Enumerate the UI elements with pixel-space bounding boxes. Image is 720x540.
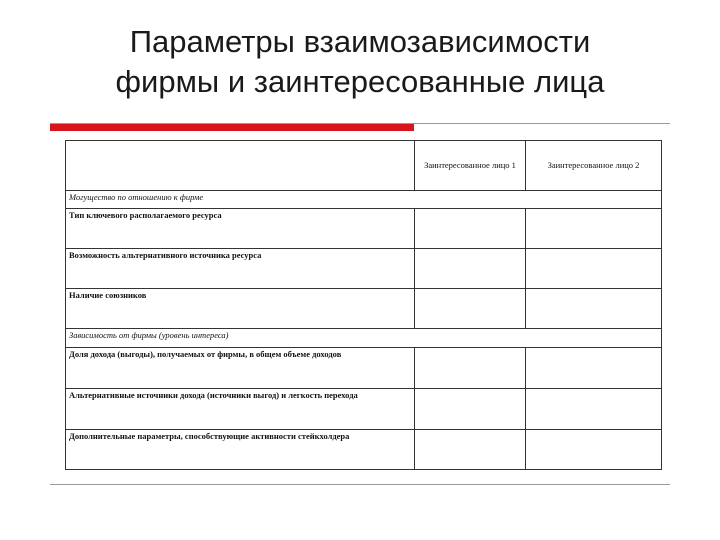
cell-stakeholder-2 (526, 289, 662, 329)
table-row (66, 209, 662, 249)
table-row (66, 289, 662, 329)
cell-stakeholder-1 (415, 289, 526, 329)
cell-stakeholder-2 (526, 249, 662, 289)
section-label-dependence: Зависимость от фирмы (уровень интереса) (66, 329, 662, 348)
cell-stakeholder-2 (526, 389, 662, 430)
section-row (66, 329, 662, 348)
row-label: Наличие союзников (66, 289, 415, 329)
slide-title-line-1: Параметры взаимозависимости (129, 24, 591, 59)
cell-stakeholder-2 (526, 209, 662, 249)
cell-stakeholder-1 (415, 209, 526, 249)
table-row (66, 249, 662, 289)
row-label: Возможность альтернативного источника ресурса (66, 249, 415, 289)
stakeholder-table (65, 140, 662, 470)
cell-stakeholder-1 (415, 348, 526, 389)
slide-title (0, 22, 720, 102)
header-stakeholder-1: Заинтересованное лицо 1 (415, 141, 526, 191)
table-row (66, 348, 662, 389)
table-header-row (66, 141, 662, 191)
accent-bar (50, 124, 414, 131)
cell-stakeholder-2 (526, 348, 662, 389)
row-label: Альтернативные источники дохода (источники выгод) и легкость перехода (66, 389, 415, 430)
table-row (66, 389, 662, 430)
cell-stakeholder-1 (415, 430, 526, 470)
header-stakeholder-2: Заинтересованное лицо 2 (526, 141, 662, 191)
cell-stakeholder-2 (526, 430, 662, 470)
table-row (66, 430, 662, 470)
header-cell-empty (66, 141, 415, 191)
section-row (66, 191, 662, 209)
section-label-power: Могущество по отношению к фирме (66, 191, 662, 209)
row-label: Дополнительные параметры, способствующие активности стейкхолдера (66, 430, 415, 470)
cell-stakeholder-1 (415, 249, 526, 289)
slide-title-line-2: фирмы и заинтересованные лица (115, 64, 605, 99)
row-label: Тип ключевого располагаемого ресурса (66, 209, 415, 249)
row-label: Доля дохода (выгоды), получаемых от фирмы, в общем объеме доходов (66, 348, 415, 389)
footer-divider (50, 484, 670, 485)
cell-stakeholder-1 (415, 389, 526, 430)
